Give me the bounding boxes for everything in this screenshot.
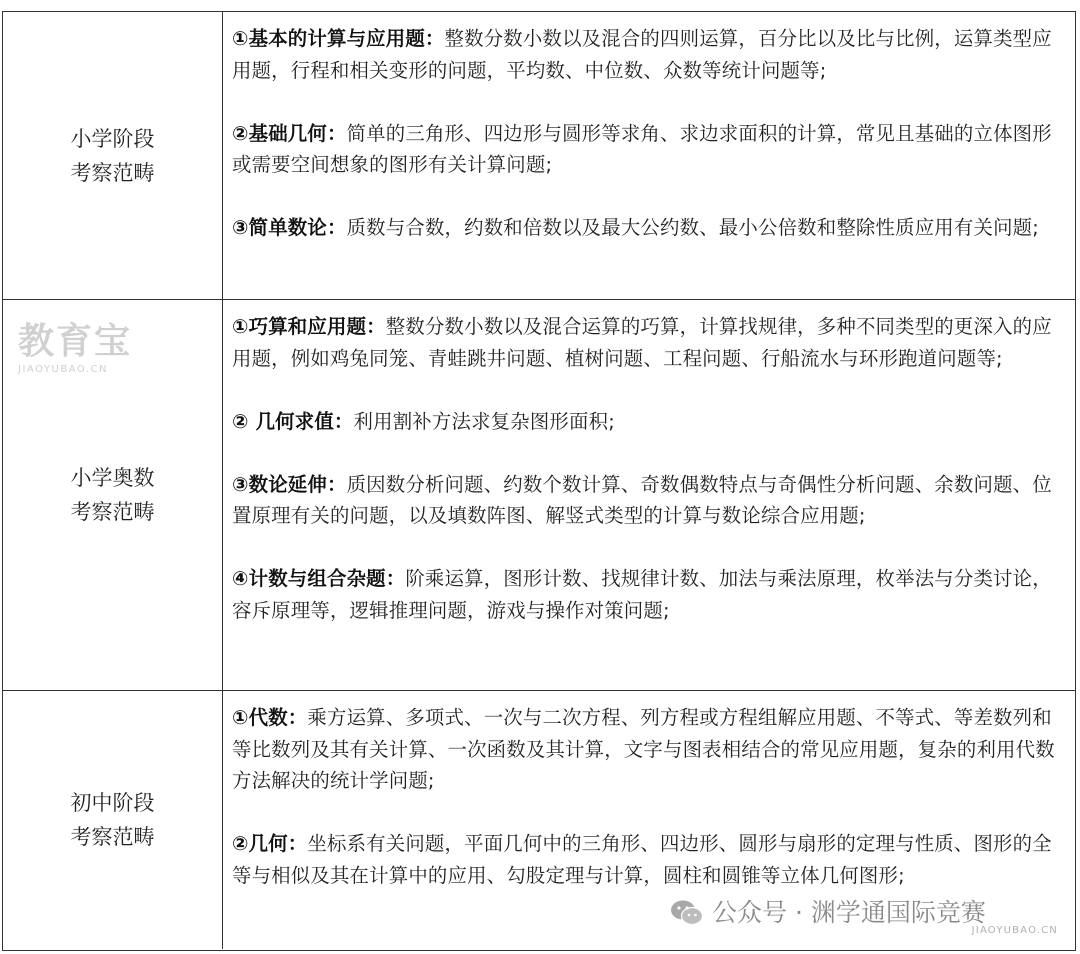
item-body: 坐标系有关问题，平面几何中的三角形、四边形、圆形与扇形的定理与性质、图形的全等与相似及其在计算中的应用、勾股定理与计算，圆柱和圆锥等立体几何图形;: [232, 832, 1052, 887]
item-heading: ④计数与组合杂题：: [232, 567, 406, 590]
item-body: 整数分数小数以及混合运算的巧算，计算找规律，多种不同类型的更深入的应用题，例如鸡兔同笼、青蛙跳井问题、植树问题、工程问题、行船流水与环形跑道问题等;: [232, 315, 1052, 370]
item-body: 阶乘运算，图形计数、找规律计数、加法与乘法原理，枚举法与分类讨论，容斥原理等，逻辑推理问题，游戏与操作对策问题;: [232, 567, 1052, 622]
row-header-cell: [3, 12, 223, 299]
item-heading: ①代数：: [232, 706, 308, 729]
item-body: 乘方运算、多项式、一次与二次方程、列方程或方程组解应用题、不等式、等差数列和等比数列及其有关计算、一次函数及其计算，文字与图表相结合的常见应用题，复杂的利用代数方法解决的统计学问题;: [232, 706, 1055, 792]
watermark-logo-text: 教育宝: [18, 321, 133, 362]
list-item: [232, 563, 1065, 626]
row-content-cell: [225, 691, 1075, 949]
row-header-cell: [3, 691, 223, 949]
watermark-logo-domain: JIAOYUBAO.CN: [18, 364, 108, 375]
list-item: [232, 23, 1065, 86]
row-title: 小学阶段 考察范畴: [70, 126, 155, 185]
watermark-account-name: 公众号 · 渊学通国际竞赛: [712, 898, 986, 927]
list-item: [232, 406, 1065, 438]
item-heading: ①基本的计算与应用题：: [232, 27, 445, 50]
list-item: [232, 702, 1065, 797]
table-row: [3, 691, 1075, 949]
watermark-domain: JIAOYUBAO.CN: [971, 925, 1058, 936]
item-heading: ②基础几何：: [232, 121, 347, 145]
row-content-cell: [225, 300, 1075, 690]
row-title: 小学奥数 考察范畴: [70, 466, 155, 524]
table-row: [3, 12, 1075, 300]
list-item: [232, 828, 1065, 891]
list-item: [232, 118, 1065, 181]
item-heading: ②几何：: [232, 832, 308, 855]
item-heading: ③简单数论：: [232, 216, 347, 239]
item-body: 整数分数小数以及混合的四则运算，百分比以及比与比例，运算类型应用题，行程和相关变形的问题，平均数、中位数、众数等统计问题等;: [232, 27, 1052, 82]
item-heading: ③数论延伸：: [232, 472, 347, 496]
item-body: 简单的三角形、四边形与圆形等求角、求边求面积的计算，常见且基础的立体图形或需要空间想象的图形有关计算问题;: [232, 121, 1052, 176]
list-item: [232, 311, 1065, 374]
list-item: [232, 469, 1065, 532]
list-item: [232, 212, 1065, 244]
row-title: 初中阶段 考察范畴: [70, 791, 155, 849]
row-content-cell: [225, 12, 1075, 299]
curriculum-table: [2, 11, 1076, 951]
row-header-cell: [3, 300, 223, 690]
item-body: 质数与合数，约数和倍数以及最大公约数、最小公倍数和整除性质应用有关问题;: [346, 216, 1039, 239]
item-heading: ② 几何求值：: [232, 409, 354, 433]
item-body: 利用割补方法求复杂图形面积;: [353, 409, 615, 433]
item-heading: ①巧算和应用题：: [232, 315, 386, 338]
table-row: [3, 300, 1075, 691]
item-body: 质因数分析问题、约数个数计算、奇数偶数特点与奇偶性分析问题、余数问题、位置原理有关的问题，以及填数阵图、解竖式类型的计算与数论综合应用题;: [232, 472, 1052, 527]
